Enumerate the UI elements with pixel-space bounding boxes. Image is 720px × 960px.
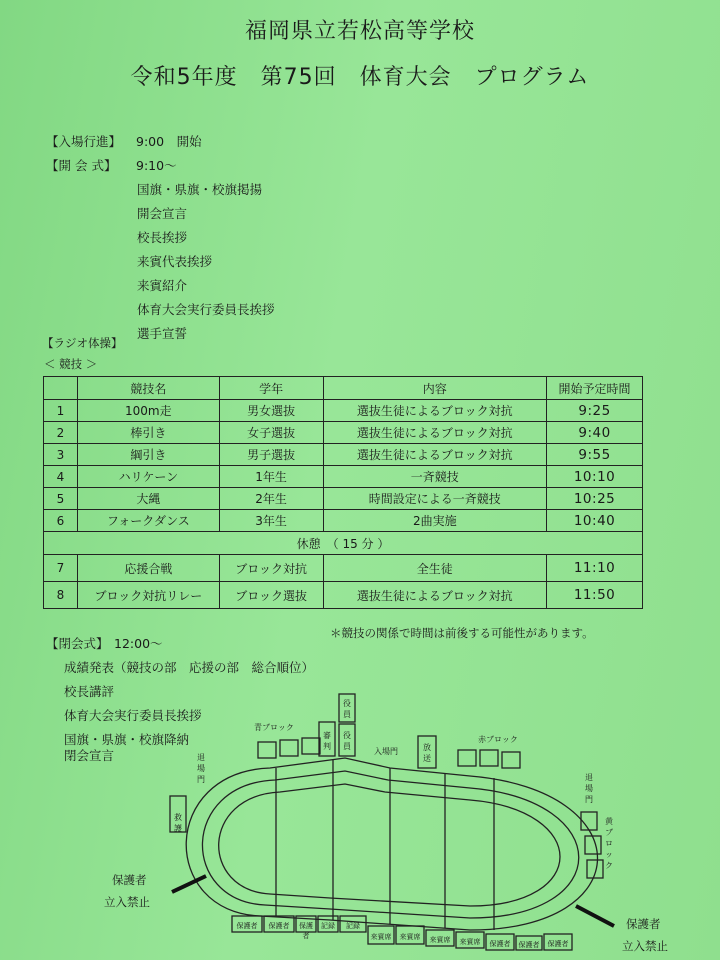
bottom-box-label: 保護者 bbox=[268, 922, 290, 930]
row-grade: 女子選抜 bbox=[219, 422, 323, 444]
bottom-box-label: 保護者 bbox=[489, 940, 511, 948]
row-grade: 3年生 bbox=[219, 510, 323, 532]
row-event-name: 棒引き bbox=[77, 422, 219, 444]
opening-item: 国旗・県旗・校旗掲揚 bbox=[137, 182, 263, 197]
break-label: 休憩 （ 15 分 ） bbox=[44, 532, 643, 555]
row-no: 4 bbox=[44, 466, 78, 488]
closing-item: 成績発表（競技の部 応援の部 総合順位） bbox=[64, 660, 315, 675]
row-no: 8 bbox=[44, 582, 78, 609]
table-row bbox=[44, 422, 643, 444]
blue-seat bbox=[258, 742, 276, 758]
row-time: 10:10 bbox=[547, 466, 643, 488]
entrance-time: 9:00 開始 bbox=[136, 134, 202, 149]
table-row bbox=[44, 400, 643, 422]
yellow-seat bbox=[581, 812, 597, 830]
red-seat bbox=[502, 752, 520, 768]
exit-gate-left-label: 退場門 bbox=[197, 753, 205, 784]
row-content: 選抜生徒によるブロック対抗 bbox=[323, 422, 547, 444]
track-outer bbox=[186, 758, 597, 930]
row-event-name: フォークダンス bbox=[77, 510, 219, 532]
row-event-name: ブロック対抗リレー bbox=[77, 582, 219, 609]
bottom-box-label: 保護者 bbox=[518, 941, 540, 949]
bottom-box-label: 記録 bbox=[346, 922, 360, 930]
row-no: 1 bbox=[44, 400, 78, 422]
bottom-box-label: 記録 bbox=[321, 922, 335, 930]
entrance-label: 【入場行進】 bbox=[46, 134, 122, 149]
opening-item: 校長挨拶 bbox=[137, 230, 188, 245]
opening-item: 選手宣誓 bbox=[137, 326, 188, 341]
row-content: 選抜生徒によるブロック対抗 bbox=[323, 444, 547, 466]
table-header-row bbox=[44, 377, 643, 400]
guardian-left-label: 保護者 bbox=[112, 873, 147, 887]
table-row bbox=[44, 510, 643, 532]
row-time: 11:50 bbox=[547, 582, 643, 609]
row-content: 全生徒 bbox=[323, 555, 547, 582]
row-no: 5 bbox=[44, 488, 78, 510]
closing-item: 閉会宣言 bbox=[64, 748, 115, 763]
row-no: 6 bbox=[44, 510, 78, 532]
row-grade: ブロック対抗 bbox=[219, 555, 323, 582]
closing-label: 【閉会式】 bbox=[46, 636, 109, 651]
opening-time: 9:10～ bbox=[136, 158, 177, 173]
bottom-box-label: 来賓席 bbox=[370, 933, 392, 941]
events-label: ＜ 競技 ＞ bbox=[44, 357, 98, 371]
row-time: 9:40 bbox=[547, 422, 643, 444]
table-row bbox=[44, 466, 643, 488]
yellow-block-label: 黄ブロック bbox=[605, 817, 613, 870]
officials-label: 役員 bbox=[343, 699, 351, 719]
bottom-box-label: 保護者 bbox=[299, 922, 313, 940]
table-row bbox=[44, 444, 643, 466]
opening-item: 来賓紹介 bbox=[137, 278, 188, 293]
row-event-name: 大縄 bbox=[77, 488, 219, 510]
row-grade: 1年生 bbox=[219, 466, 323, 488]
row-grade: 男子選抜 bbox=[219, 444, 323, 466]
closing-item: 体育大会実行委員長挨拶 bbox=[64, 708, 202, 723]
bottom-box-label: 来賓席 bbox=[429, 936, 451, 944]
row-time: 9:25 bbox=[547, 400, 643, 422]
closing-item: 校長講評 bbox=[64, 684, 115, 699]
row-event-name: 応援合戦 bbox=[77, 555, 219, 582]
officials-label: 役員 bbox=[343, 731, 351, 751]
row-grade: 男女選抜 bbox=[219, 400, 323, 422]
red-seat bbox=[480, 750, 498, 766]
header-content: 内容 bbox=[323, 377, 547, 400]
row-grade: ブロック選抜 bbox=[219, 582, 323, 609]
bottom-box-label: 来賓席 bbox=[399, 933, 421, 941]
blue-seat bbox=[280, 740, 298, 756]
table-row bbox=[44, 555, 643, 582]
schedule-note: ＊競技の関係で時間は前後する可能性があります。 bbox=[330, 626, 594, 640]
table-row bbox=[44, 488, 643, 510]
no-entry-left-label: 立入禁止 bbox=[104, 895, 150, 909]
bottom-box-label: 保護者 bbox=[547, 940, 569, 948]
row-time: 11:10 bbox=[547, 555, 643, 582]
header-grade: 学年 bbox=[219, 377, 323, 400]
row-content: 2曲実施 bbox=[323, 510, 547, 532]
row-no: 2 bbox=[44, 422, 78, 444]
row-no: 7 bbox=[44, 555, 78, 582]
program-table bbox=[43, 376, 643, 609]
opening-item: 来賓代表挨拶 bbox=[137, 254, 213, 269]
closing-item: 国旗・県旗・校旗降納 bbox=[64, 732, 190, 747]
row-event-name: ハリケーン bbox=[77, 466, 219, 488]
row-no: 3 bbox=[44, 444, 78, 466]
blue-block-label: 青ブロック bbox=[254, 723, 294, 732]
opening-label: 【開 会 式】 bbox=[46, 158, 117, 173]
row-event-name: 綱引き bbox=[77, 444, 219, 466]
no-entry-right-label: 立入禁止 bbox=[622, 939, 668, 953]
first-aid-label: 救護 bbox=[174, 813, 182, 833]
table-row bbox=[44, 582, 643, 609]
closing-time: 12:00～ bbox=[114, 636, 163, 651]
row-time: 10:25 bbox=[547, 488, 643, 510]
row-content: 選抜生徒によるブロック対抗 bbox=[323, 582, 547, 609]
header-start-time: 開始予定時間 bbox=[547, 377, 643, 400]
announce-label: 放送 bbox=[423, 743, 431, 763]
break-row bbox=[44, 532, 643, 555]
bottom-box-label: 保護者 bbox=[236, 922, 258, 930]
entrance-gate-label: 入場門 bbox=[374, 747, 398, 756]
event-title: 令和5年度 第75回 体育大会 プログラム bbox=[130, 65, 590, 90]
row-content: 選抜生徒によるブロック対抗 bbox=[323, 400, 547, 422]
guardian-right-label: 保護者 bbox=[626, 917, 661, 931]
red-block-label: 赤ブロック bbox=[478, 735, 518, 744]
radio-exercise-label: 【ラジオ体操】 bbox=[42, 336, 123, 350]
header-event-name: 競技名 bbox=[77, 377, 219, 400]
school-name: 福岡県立若松高等学校 bbox=[244, 19, 475, 44]
blue-seat bbox=[302, 738, 320, 754]
row-content: 一斉競技 bbox=[323, 466, 547, 488]
header-no bbox=[44, 377, 78, 400]
row-event-name: 100m走 bbox=[77, 400, 219, 422]
bottom-box-label: 来賓席 bbox=[459, 938, 481, 946]
exit-gate-right-label: 退場門 bbox=[585, 773, 593, 804]
track-inner bbox=[219, 784, 560, 906]
opening-item: 開会宣言 bbox=[137, 206, 188, 221]
row-time: 10:40 bbox=[547, 510, 643, 532]
row-content: 時間設定による一斉競技 bbox=[323, 488, 547, 510]
row-time: 9:55 bbox=[547, 444, 643, 466]
judge-label: 審判 bbox=[323, 731, 331, 751]
opening-item: 体育大会実行委員長挨拶 bbox=[137, 302, 275, 317]
red-seat bbox=[458, 750, 476, 766]
row-grade: 2年生 bbox=[219, 488, 323, 510]
